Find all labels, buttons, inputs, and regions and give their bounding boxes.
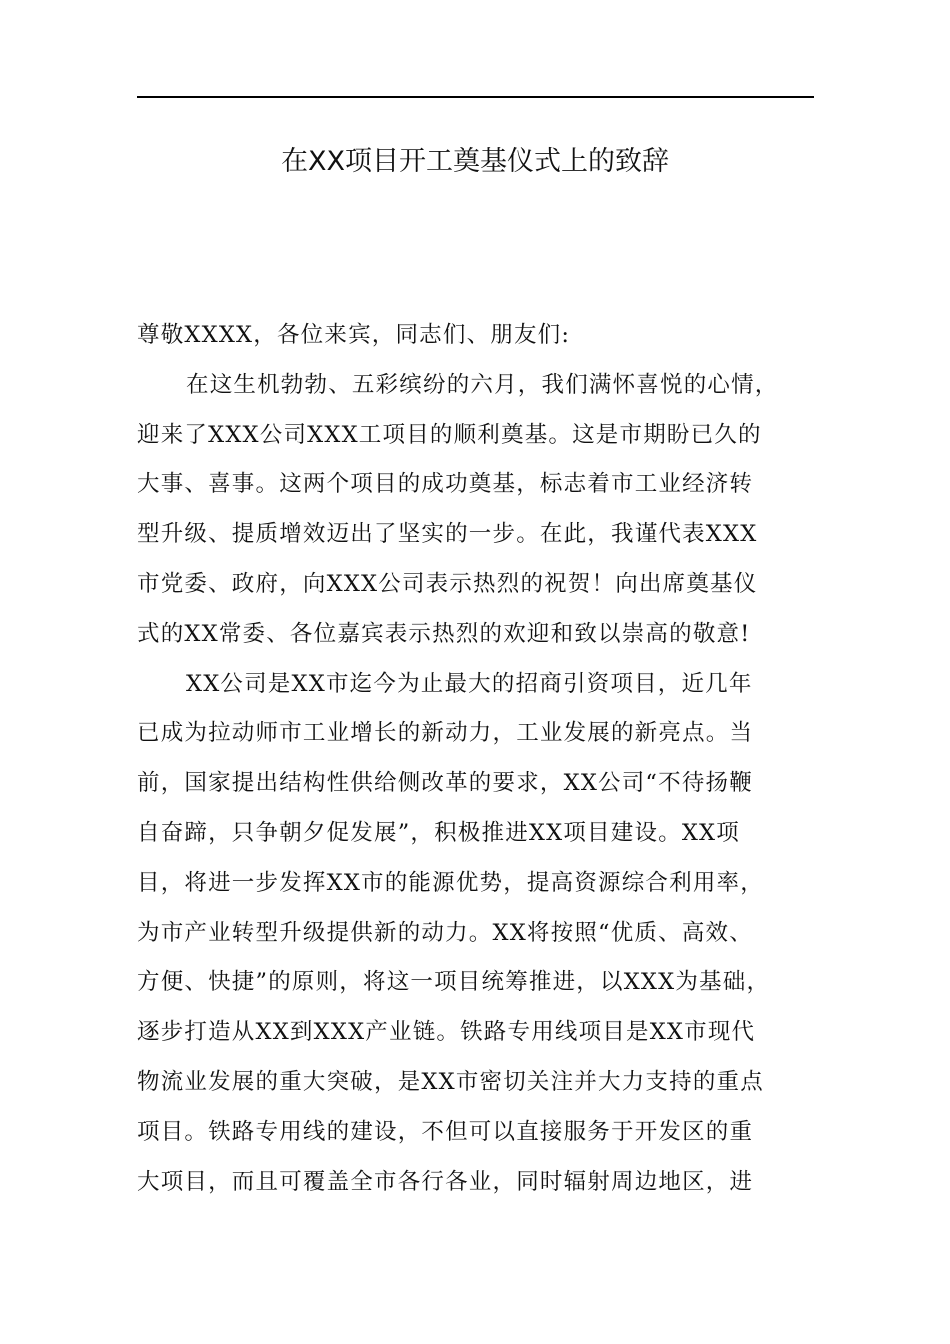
document-body: [137, 311, 827, 1207]
paragraph-line: 自奋蹄，只争朝夕促发展”，积极推进XX项目建设。XX项: [137, 819, 740, 846]
paragraph-line: 物流业发展的重大突破，是XX市密切关注并大力支持的重点: [137, 1068, 764, 1095]
salutation: 尊敬XXXX，各位来宾，同志们、朋友们:: [137, 322, 571, 348]
paragraph-line: 项目。铁路专用线的建设，不但可以直接服务于开发区的重: [137, 1118, 754, 1145]
paragraph-line: 型升级、提质增效迈出了坚实的一步。在此，我谨代表XXX: [137, 521, 758, 548]
paragraph-line: 前，国家提出结构性供给侧改革的要求，XX公司“不待扬鞭: [137, 770, 753, 797]
paragraph-line: 式的XX常委、各位嘉宾表示热烈的欢迎和致以崇高的敬意!: [137, 620, 751, 647]
paragraph-line: 为市产业转型升级提供新的动力。XX将按照“优质、高效、: [137, 919, 753, 946]
paragraph-line: 大项目，而且可覆盖全市各行各业，同时辐射周边地区，进: [137, 1168, 754, 1195]
paragraph-line: 方便、快捷”的原则，将这一项目统筹推进，以XXX为基础，: [137, 969, 771, 996]
paragraph-line: 在这生机勃勃、五彩缤纷的六月，我们满怀喜悦的心情，: [186, 371, 779, 398]
document-title: 在XX项目开工奠基仪式上的致辞: [281, 146, 669, 177]
paragraph-line: 已成为拉动师市工业增长的新动力，工业发展的新亮点。当: [137, 720, 754, 747]
header-rule: [137, 96, 814, 98]
paragraph-line: 逐步打造从XX到XXX产业链。铁路专用线项目是XX市现代: [137, 1019, 756, 1046]
paragraph-line: 迎来了XXX公司XXX工项目的顺利奠基。这是市期盼已久的: [137, 421, 762, 448]
paragraph-line: 大事、喜事。这两个项目的成功奠基，标志着市工业经济转: [137, 471, 754, 498]
paragraph-line: XX公司是XX市迄今为止最大的招商引资项目，近几年: [186, 670, 753, 697]
paragraph-line: 市党委、政府，向XXX公司表示热烈的祝贺！向出席奠基仪: [137, 570, 758, 597]
paragraph-line: 目，将进一步发挥XX市的能源优势，提高资源综合利用率，: [137, 869, 764, 896]
